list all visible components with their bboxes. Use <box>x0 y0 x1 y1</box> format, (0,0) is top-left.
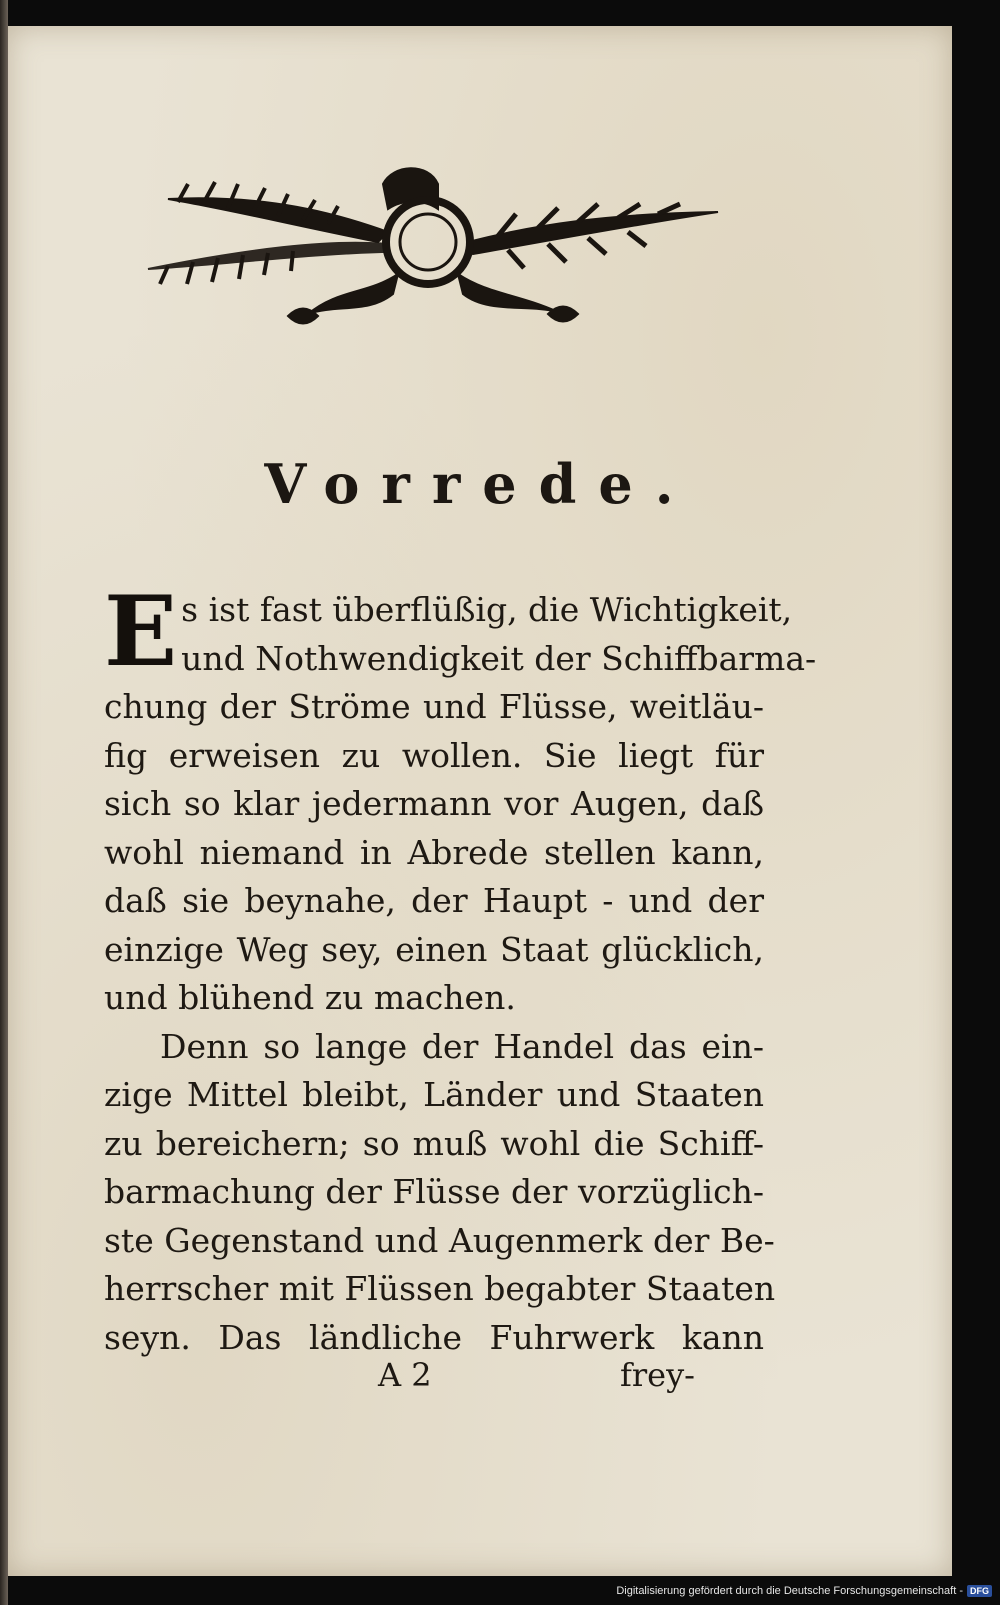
text-line: einzige Weg sey, einen Staat glücklich, <box>104 929 764 969</box>
drop-cap: E <box>104 575 178 688</box>
text-line: herrscher mit Flüssen begabter Staaten <box>104 1269 776 1308</box>
text-line: seyn. Das ländliche Fuhrwerk kann <box>104 1317 764 1357</box>
paragraph-2 <box>104 1023 776 1363</box>
footer-text: Digitalisierung gefördert durch die Deutsche Forschungsgemeinschaft - <box>616 1585 963 1597</box>
text-line: zu bereichern; so muß wohl die Schiff- <box>104 1123 764 1163</box>
text-line: fig erweisen zu wollen. Sie liegt für <box>104 735 764 775</box>
catchword: frey- <box>620 1356 695 1394</box>
text-line: chung der Ströme und Flüsse, weitläu- <box>104 687 764 726</box>
digitization-footer <box>616 1583 992 1599</box>
signature-mark: A 2 <box>378 1356 432 1394</box>
body-text <box>104 575 817 1362</box>
text-line: s ist fast überflüßig, die Wichtigkeit, <box>181 590 793 629</box>
page-title: Vorrede. <box>264 452 696 516</box>
paragraph-1 <box>104 575 817 1023</box>
text-line: barmachung der Flüsse der vorzüglich- <box>104 1172 764 1211</box>
text-line: Denn so lange der Handel das ein- <box>160 1026 764 1066</box>
text-line: und blühend zu machen. <box>104 978 516 1017</box>
text-line: ste Gegenstand und Augenmerk der Be- <box>104 1220 775 1260</box>
text-line: und Nothwendigkeit der Schiffbarma- <box>181 638 817 678</box>
text-line: daß sie beynahe, der Haupt - und der <box>104 881 764 920</box>
text-line: zige Mittel bleibt, Länder und Staaten <box>104 1075 764 1114</box>
text-line: wohl niemand in Abrede stellen kann, <box>104 832 764 872</box>
dfg-logo: DFG <box>967 1585 992 1597</box>
text-line: sich so klar jedermann vor Augen, daß <box>104 784 764 823</box>
book-page <box>8 26 952 1576</box>
book-spine <box>0 0 8 1605</box>
floral-vignette-icon <box>138 154 738 334</box>
